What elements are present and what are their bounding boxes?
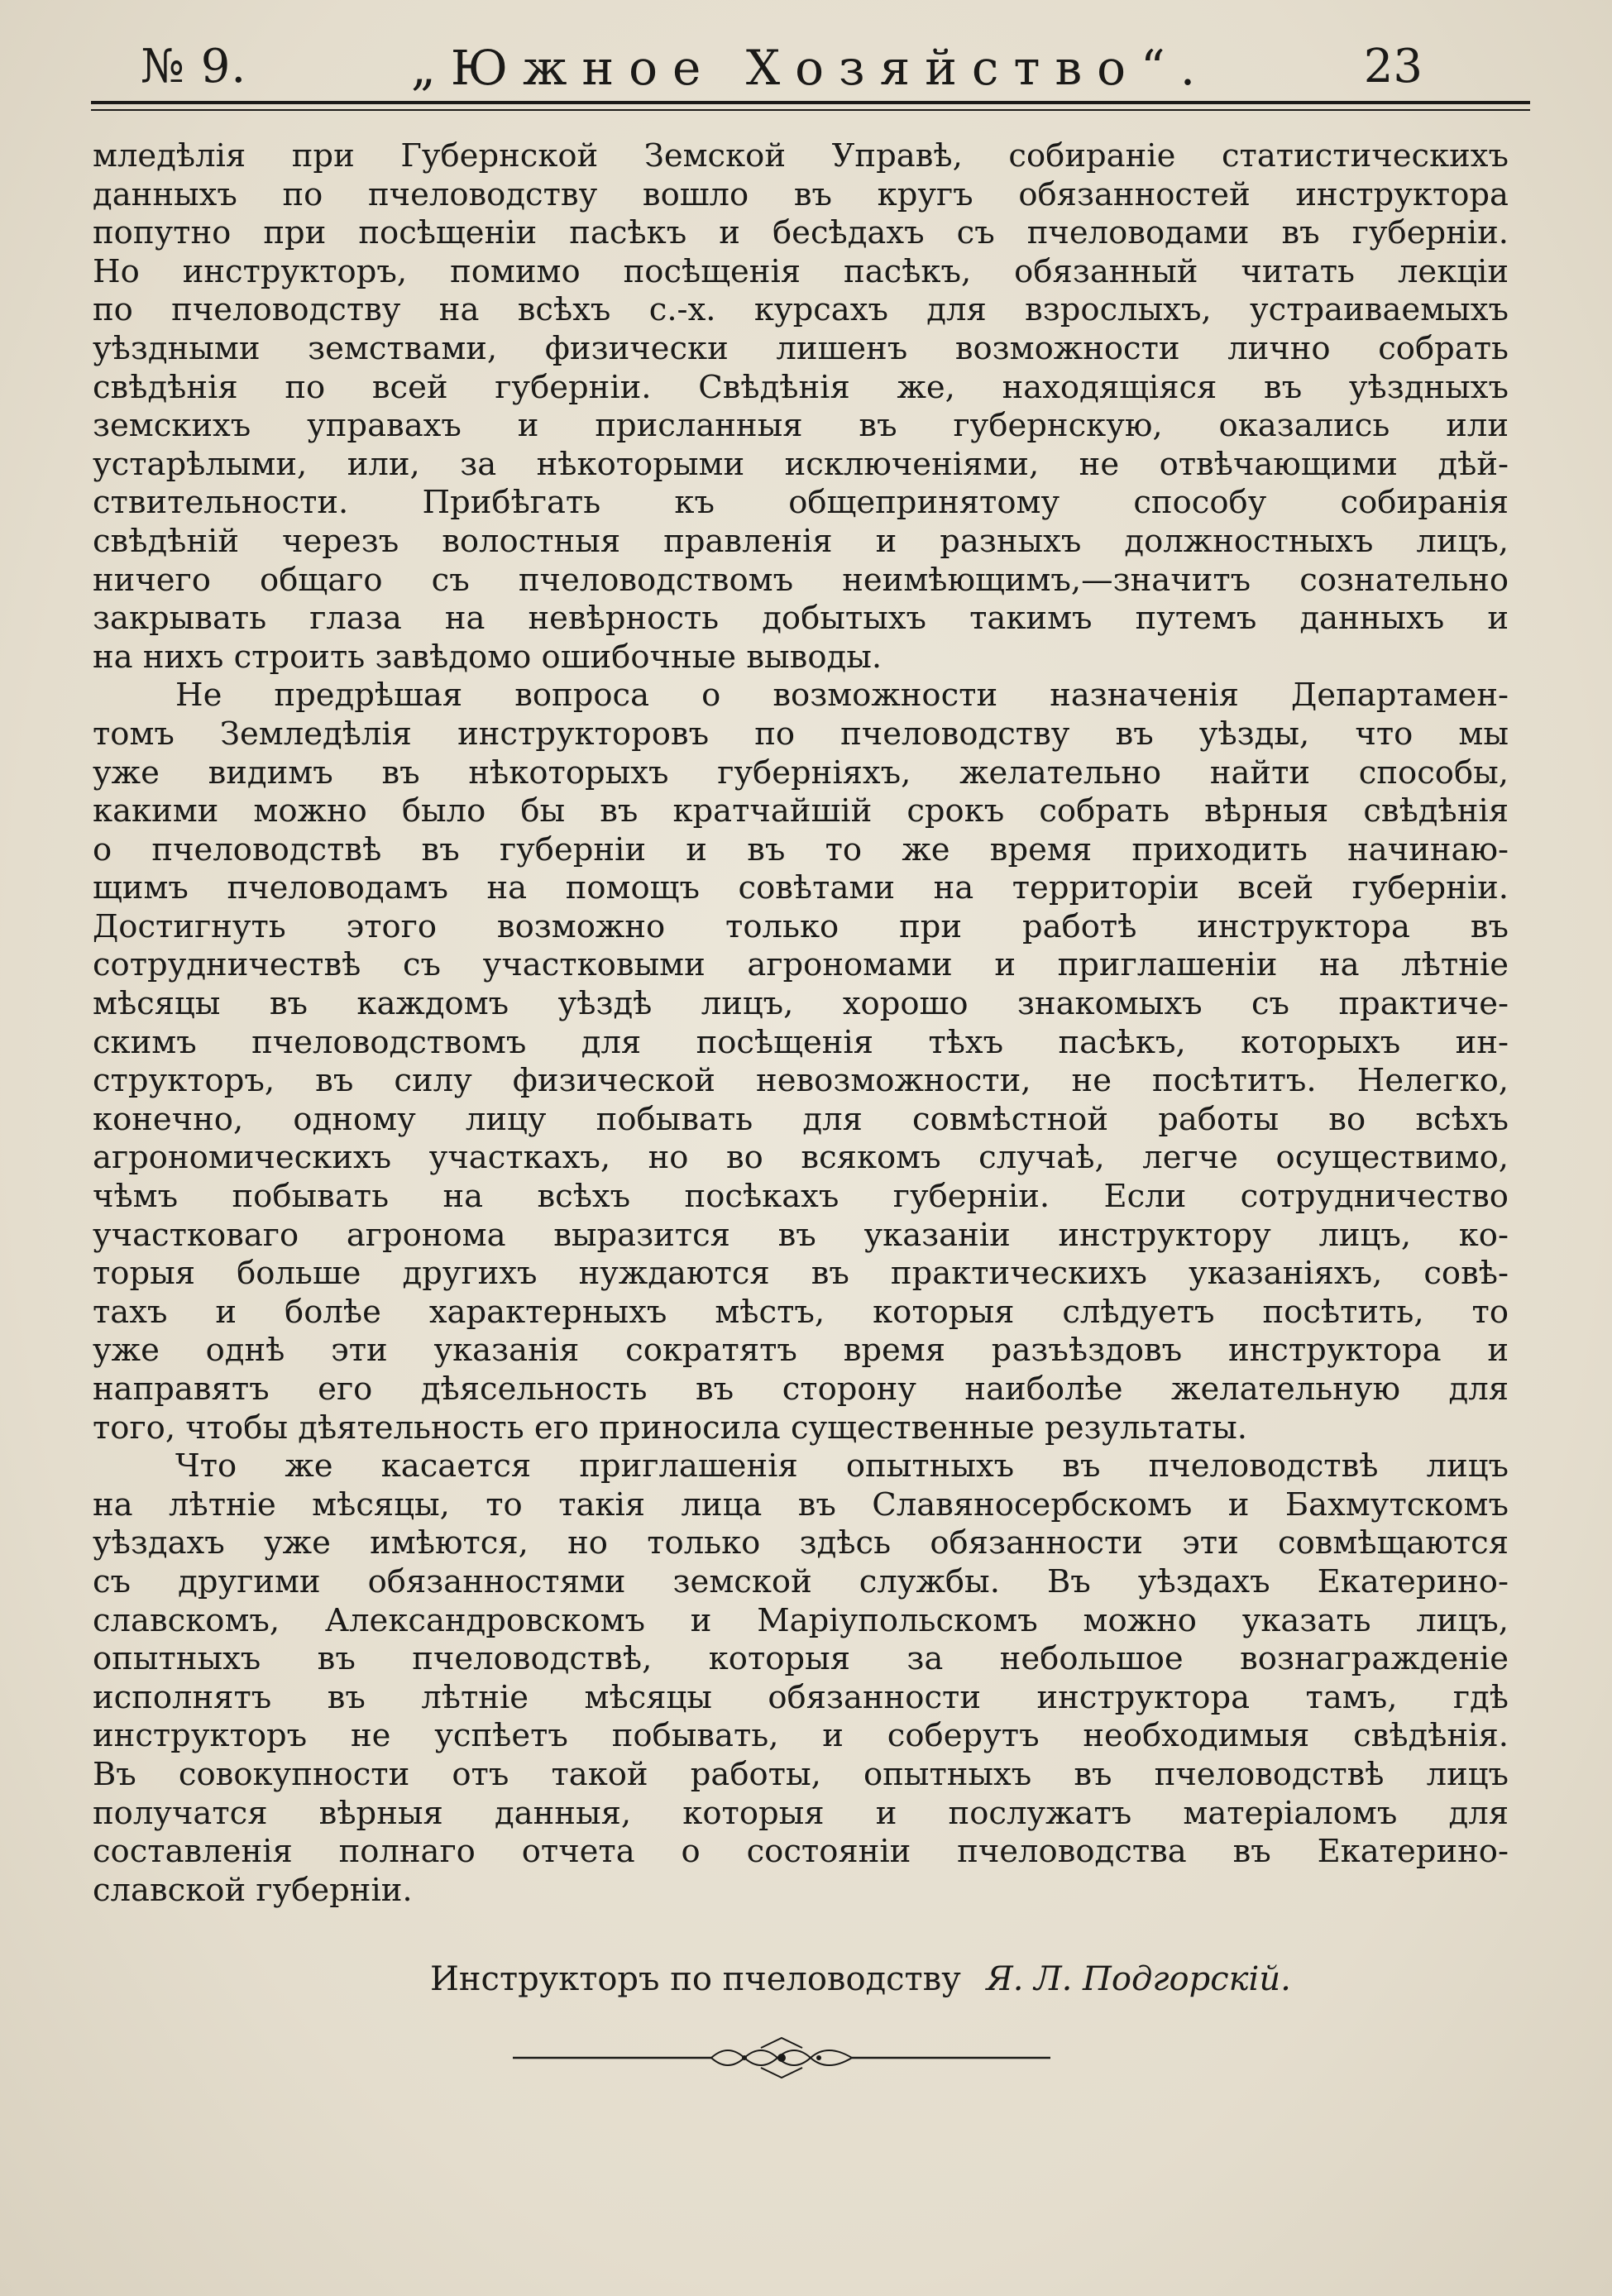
- text-line: мѣсяцы въ каждомъ уѣздѣ лицъ, хорошо знакомыхъ съ практиче-: [93, 985, 1509, 1023]
- text-line: томъ Земледѣлія инструкторовъ по пчеловодству въ уѣзды, что мы: [93, 715, 1509, 753]
- text-line: закрывать глаза на невѣрность добытыхъ такимъ путемъ данныхъ и: [93, 600, 1509, 638]
- text-line: тахъ и болѣе характерныхъ мѣстъ, которыя слѣдуетъ посѣтить, то: [93, 1293, 1509, 1331]
- text-line: чѣмъ побывать на всѣхъ посѣкахъ губерніи. Если сотрудничество: [93, 1178, 1509, 1216]
- text-line: уже видимъ въ нѣкоторыхъ губерніяхъ, желательно найти способы,: [93, 753, 1509, 792]
- text-line: исполнятъ въ лѣтніе мѣсяцы обязанности инструктора тамъ, гдѣ: [93, 1678, 1509, 1716]
- text-line: какими можно было бы въ кратчайшій срокъ собрать вѣрныя свѣдѣнія: [93, 792, 1509, 830]
- article-body: [93, 137, 1509, 1910]
- text-line: того, чтобы дѣятельность его приносила существенные результаты.: [93, 1409, 1247, 1447]
- text-line: устарѣлыми, или, за нѣкоторыми исключеніями, не отвѣчающими дѣй-: [93, 445, 1509, 483]
- text-line: данныхъ по пчеловодству вошло въ кругъ обязанностей инструктора: [93, 175, 1509, 213]
- text-line: Достигнуть этого возможно только при работѣ инструктора въ: [93, 907, 1509, 945]
- text-line: уѣздными земствами, физически лишенъ возможности лично собрать: [93, 329, 1509, 367]
- text-line: на лѣтніе мѣсяцы, то такія лица въ Славяносербскомъ и Бахмутскомъ: [93, 1485, 1509, 1523]
- text-line: скимъ пчеловодствомъ для посѣщенія тѣхъ пасѣкъ, которыхъ ин-: [93, 1023, 1509, 1061]
- text-line: о пчеловодствѣ въ губерніи и въ то же время приходить начинаю-: [93, 830, 1509, 868]
- text-line: сотрудничествѣ съ участковыми агрономами и приглашеніи на лѣтніе: [93, 946, 1509, 984]
- text-line: свѣдѣнія по всей губерніи. Свѣдѣнія же, находящіяся въ уѣздныхъ: [93, 368, 1509, 406]
- running-header: [91, 33, 1530, 99]
- text-line: Въ совокупности отъ такой работы, опытныхъ въ пчеловодствѣ лицъ: [93, 1755, 1509, 1793]
- text-line: мледѣлія при Губернской Земской Управѣ, собираніе статистическихъ: [93, 137, 1509, 175]
- text-line: на нихъ строить завѣдомо ошибочные выводы.: [93, 638, 883, 676]
- text-line: ничего общаго съ пчеловодствомъ неимѣющимъ,—значитъ сознательно: [93, 561, 1509, 599]
- signature-author: Я. Л. Подгорскій.: [986, 1960, 1291, 1998]
- text-line: опытныхъ въ пчеловодствѣ, которыя за небольшое вознагражденіе: [93, 1640, 1509, 1678]
- text-line: уже однѣ эти указанія сократятъ время разъѣздовъ инструктора и: [93, 1332, 1509, 1370]
- text-line: составленія полнаго отчета о состояніи пчеловодства въ Екатерино-: [93, 1833, 1509, 1871]
- text-line: Но инструкторъ, помимо посѣщенія пасѣкъ, обязанный читать лекціи: [93, 252, 1509, 290]
- signature-role: Инструкторъ по пчеловодству: [430, 1960, 961, 1998]
- paragraph: [93, 1447, 1509, 1910]
- text-line: славскомъ, Александровскомъ и Маріупольскомъ можно указать лицъ,: [93, 1601, 1509, 1639]
- text-line: земскихъ управахъ и присланныя въ губернскую, оказались или: [93, 407, 1509, 445]
- decorative-divider-icon: [513, 2033, 1050, 2083]
- text-line: ствительности. Прибѣгать къ общепринятому способу собиранія: [93, 484, 1509, 522]
- paragraph: [93, 137, 1509, 677]
- paragraph: [93, 677, 1509, 1447]
- text-line: агрономическихъ участкахъ, но во всякомъ случаѣ, легче осуществимо,: [93, 1139, 1509, 1177]
- text-line: конечно, одному лицу побывать для совмѣстной работы во всѣхъ: [93, 1100, 1509, 1138]
- header-rule-thick: [91, 101, 1530, 104]
- signature: [430, 1960, 1291, 1998]
- journal-title: „Южное Хозяйство“.: [410, 40, 1211, 96]
- page-number: 23: [1363, 40, 1423, 93]
- text-line: уѣздахъ уже имѣются, но только здѣсь обязанности эти совмѣщаются: [93, 1524, 1509, 1562]
- text-line: славской губерніи.: [93, 1871, 413, 1909]
- text-line: попутно при посѣщеніи пасѣкъ и бесѣдахъ съ пчеловодами въ губерніи.: [93, 214, 1509, 252]
- text-line: щимъ пчеловодамъ на помощъ совѣтами на территоріи всей губерніи.: [93, 869, 1509, 907]
- text-line: съ другими обязанностями земской службы. Въ уѣздахъ Екатерино-: [93, 1562, 1509, 1600]
- text-line: свѣдѣній черезъ волостныя правленія и разныхъ должностныхъ лицъ,: [93, 522, 1509, 560]
- text-line: структоръ, въ силу физической невозможности, не посѣтитъ. Нелегко,: [93, 1062, 1509, 1100]
- text-line: Что же касается приглашенія опытныхъ въ пчеловодствѣ лицъ: [175, 1447, 1509, 1485]
- header-rule-thin: [91, 109, 1530, 111]
- text-line: по пчеловодству на всѣхъ с.-х. курсахъ для взрослыхъ, устраиваемыхъ: [93, 291, 1509, 329]
- text-line: Не предрѣшая вопроса о возможности назначенія Департамен-: [175, 677, 1509, 715]
- text-line: получатся вѣрныя данныя, которыя и послужатъ матеріаломъ для: [93, 1794, 1509, 1832]
- text-line: направятъ его дѣясельность въ сторону наиболѣе желательную для: [93, 1370, 1509, 1408]
- text-line: торыя больше другихъ нуждаются въ практическихъ указаніяхъ, совѣ-: [93, 1255, 1509, 1293]
- text-line: участковаго агронома выразится въ указаніи инструктору лицъ, ко-: [93, 1216, 1509, 1254]
- text-line: инструкторъ не успѣетъ побывать, и соберутъ необходимыя свѣдѣнія.: [93, 1717, 1509, 1755]
- issue-number: № 9.: [141, 40, 247, 93]
